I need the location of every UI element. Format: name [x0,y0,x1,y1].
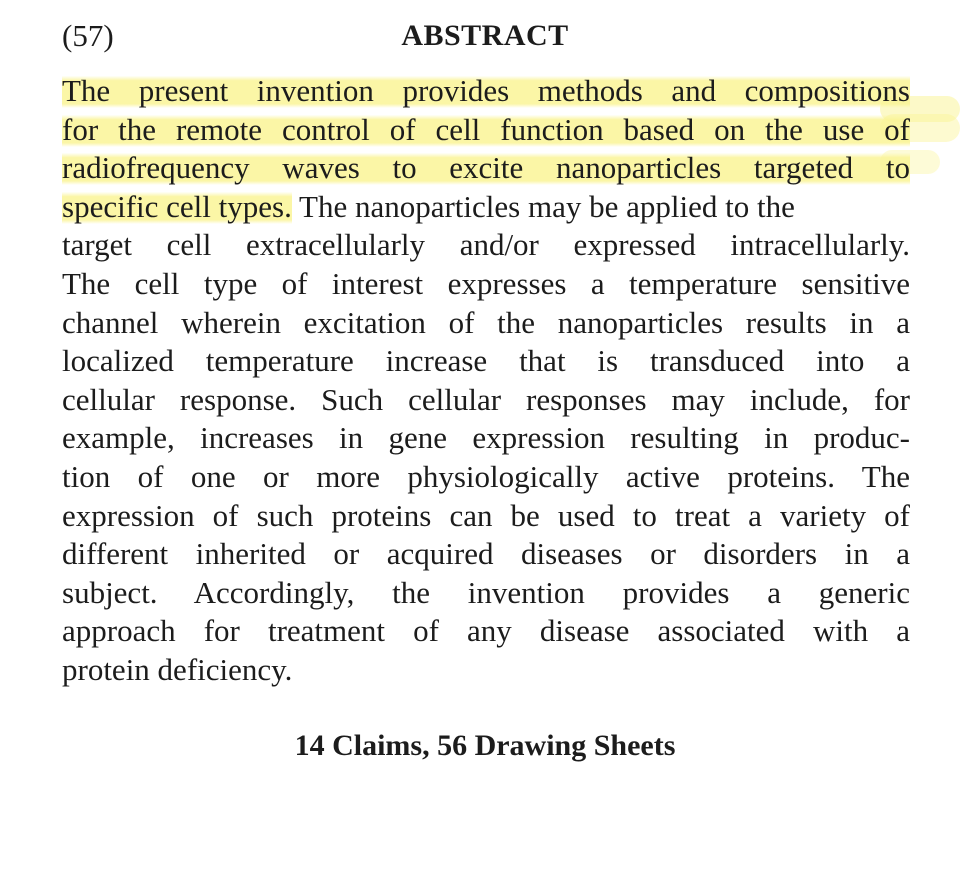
claims-summary: 14 Claims, 56 Drawing Sheets [294,729,676,762]
abstract-line: expression of such proteins can be used to treat a variety of [62,497,910,533]
abstract-line: subject. Accordingly, the invention provides a generic [62,574,910,610]
abstract-line [62,72,910,111]
abstract-line: different inherited or acquired diseases or disorders in a [62,536,910,572]
abstract-line: localized temperature increase that is transduced into a [62,343,910,379]
abstract-text-span: The nanoparticles may be applied to the [291,188,795,224]
abstract-line: channel wherein excitation of the nanoparticles results in a [62,304,910,340]
abstract-line: cellular response. Such cellular responses may include, for [62,381,910,417]
abstract-line: protein deficiency. [62,651,293,687]
highlighted-text: radiofrequency waves to excite nanoparticles targeted to [62,150,910,186]
highlighted-text: for the remote control of cell function based on the use of [62,111,910,147]
abstract-text [62,72,910,690]
section-number: (57) [62,18,114,53]
abstract-line [62,111,910,150]
highlighted-text: The present invention provides methods and compositions [62,73,910,108]
abstract-heading: ABSTRACT [401,19,569,52]
highlighted-text: specific cell types. [62,188,292,224]
abstract-line: approach for treatment of any disease associated with a [62,613,910,649]
abstract-line: target cell extracellularly and/or expressed intracellularly. [62,227,910,263]
abstract-line: The cell type of interest expresses a temperature sensitive [62,265,910,301]
abstract-line [62,188,910,227]
abstract-line [62,149,910,188]
abstract-line: tion of one or more physiologically active proteins. The [62,458,910,494]
abstract-line: example, increases in gene expression resulting in produc- [62,420,910,456]
